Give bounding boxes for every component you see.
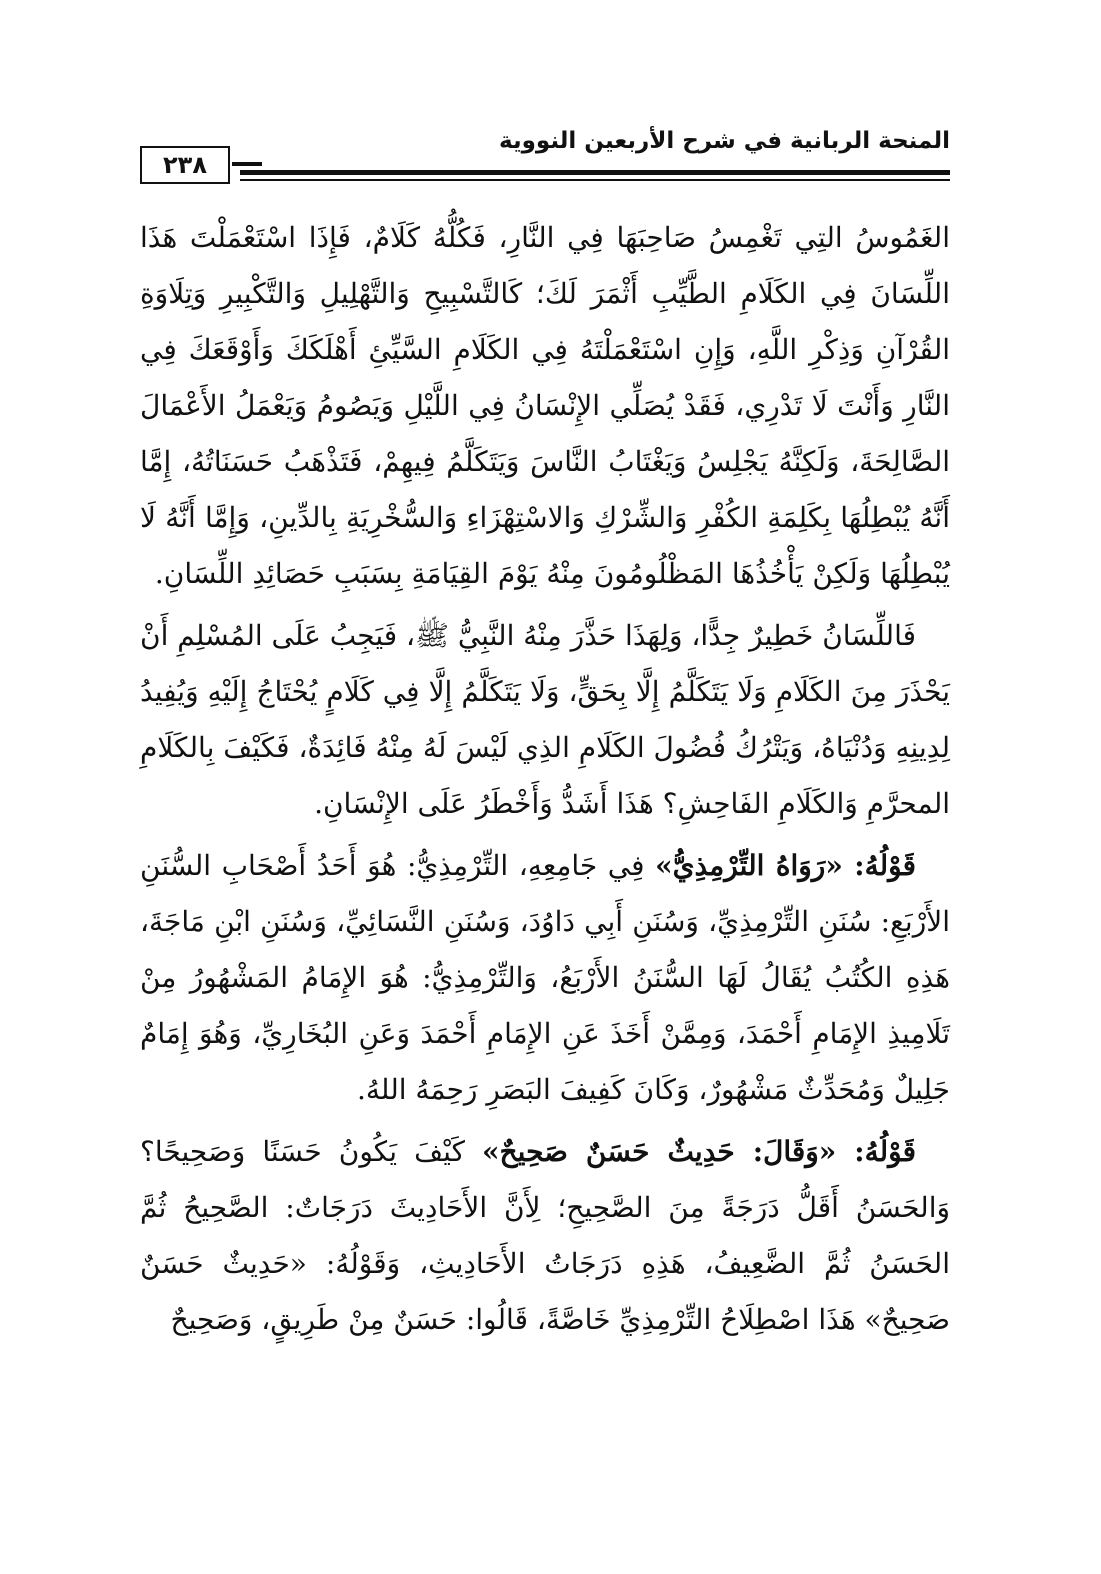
paragraph-2: [140, 608, 950, 832]
header-rule-thin: [240, 179, 950, 181]
paragraph-4-lead: قَوْلُهُ: «وَقَالَ: حَدِيثٌ حَسَنٌ صَحِيحٌ»: [482, 1135, 916, 1168]
paragraph-3: [140, 838, 950, 1118]
book-title: المنحة الربانية في شرح الأربعين النووية: [499, 128, 950, 154]
header-dash: [232, 162, 262, 166]
paragraph-1-text: الغَمُوسُ التِي تَغْمِسُ صَاحِبَهَا فِي النَّارِ، فَكُلُّهُ كَلَامٌ، فَإِذَا اسْتَعْمَلْتَ هَذَا اللِّسَانَ فِي الكَلَامِ الطَّيِّبِ أَثْمَرَ لَكَ؛ كَالتَّسْبِيحِ وَالتَّهْلِيلِ وَالتَّكْبِيرِ وَتِلَاوَةِ القُرْآنِ وَذِكْرِ اللَّهِ، وَإِنِ اسْتَعْمَلْتَهُ فِي الكَلَامِ السَّيِّئِ أَهْلَكَكَ وَأَوْقَعَكَ فِي النَّارِ وَأَنْتَ لَا تَدْرِي، فَقَدْ يُصَلِّي الإِنْسَانُ فِي اللَّيْلِ وَيَصُومُ وَيَعْمَلُ الأَعْمَالَ الصَّالِحَةَ، وَلَكِنَّهُ يَجْلِسُ وَيَغْتَابُ النَّاسَ وَيَتَكَلَّمُ فِيهِمْ، فَتَذْهَبُ حَسَنَاتُهُ، إِمَّا أَنَّهُ يُبْطِلُهَا بِكَلِمَةِ الكُفْرِ وَالشِّرْكِ وَالاسْتِهْزَاءِ وَالسُّخْرِيَةِ بِالدِّينِ، وَإِمَّا أَنَّهُ لَا يُبْطِلُهَا وَلَكِنْ يَأْخُذُهَا المَظْلُومُونَ مِنْهُ يَوْمَ القِيَامَةِ بِسَبَبِ حَصَائِدِ اللِّسَانِ.: [140, 221, 950, 590]
paragraph-3-lead: قَوْلُهُ: «رَوَاهُ التِّرْمِذِيُّ»: [655, 849, 916, 882]
body-text: [140, 210, 950, 1354]
page-number: ٢٣٨: [140, 146, 230, 184]
paragraph-3-text: فِي جَامِعِهِ، التِّرْمِذِيُّ: هُوَ أَحَدُ أَصْحَابِ السُّنَنِ الأَرْبَعِ: سُنَنِ التِّرْمِذِيِّ، وَسُنَنِ أَبِي دَاوُدَ، وَسُنَنِ النَّسَائِيِّ، وَسُنَنِ ابْنِ مَاجَةَ، هَذِهِ الكُتُبُ يُقَالُ لَهَا السُّنَنُ الأَرْبَعُ، وَالتِّرْمِذِيُّ: هُوَ الإِمَامُ المَشْهُورُ مِنْ تَلَامِيذِ الإِمَامِ أَحْمَدَ، وَمِمَّنْ أَخَذَ عَنِ الإِمَامِ أَحْمَدَ وَعَنِ البُخَارِيِّ، وَهُوَ إِمَامٌ جَلِيلٌ وَمُحَدِّثٌ مَشْهُورٌ، وَكَانَ كَفِيفَ البَصَرِ رَحِمَهُ اللهُ.: [140, 849, 950, 1106]
header-rule-thick: [240, 170, 950, 175]
page-header: [140, 118, 950, 188]
paragraph-4: [140, 1124, 950, 1348]
paragraph-1: [140, 210, 950, 602]
paragraph-4-text: كَيْفَ يَكُونُ حَسَنًا وَصَحِيحًا؟ وَالحَسَنُ أَقَلُّ دَرَجَةً مِنَ الصَّحِيحِ؛ لِأَنَّ الأَحَادِيثَ دَرَجَاتٌ: الصَّحِيحُ ثُمَّ الحَسَنُ ثُمَّ الضَّعِيفُ، هَذِهِ دَرَجَاتُ الأَحَادِيثِ، وَقَوْلُهُ: «حَدِيثٌ حَسَنٌ صَحِيحٌ» هَذَا اصْطِلَاحُ التِّرْمِذِيِّ خَاصَّةً، قَالُوا: حَسَنٌ مِنْ طَرِيقٍ، وَصَحِيحٌ: [140, 1135, 951, 1336]
paragraph-2-text: فَاللِّسَانُ خَطِيرٌ جِدًّا، وَلِهَذَا حَذَّرَ مِنْهُ النَّبِيُّ ﷺ، فَيَجِبُ عَلَى المُسْلِمِ أَنْ يَحْذَرَ مِنَ الكَلَامِ وَلَا يَتَكَلَّمُ إِلَّا بِحَقٍّ، وَلَا يَتَكَلَّمُ إِلَّا فِي كَلَامٍ يُحْتَاجُ إِلَيْهِ وَيُفِيدُ لِدِينِهِ وَدُنْيَاهُ، وَيَتْرُكُ فُضُولَ الكَلَامِ الذِي لَيْسَ لَهُ مِنْهُ فَائِدَةٌ، فَكَيْفَ بِالكَلَامِ المحرَّمِ وَالكَلَامِ الفَاحِشِ؟ هَذَا أَشَدُّ وَأَخْطَرُ عَلَى الإِنْسَانِ.: [140, 619, 950, 820]
